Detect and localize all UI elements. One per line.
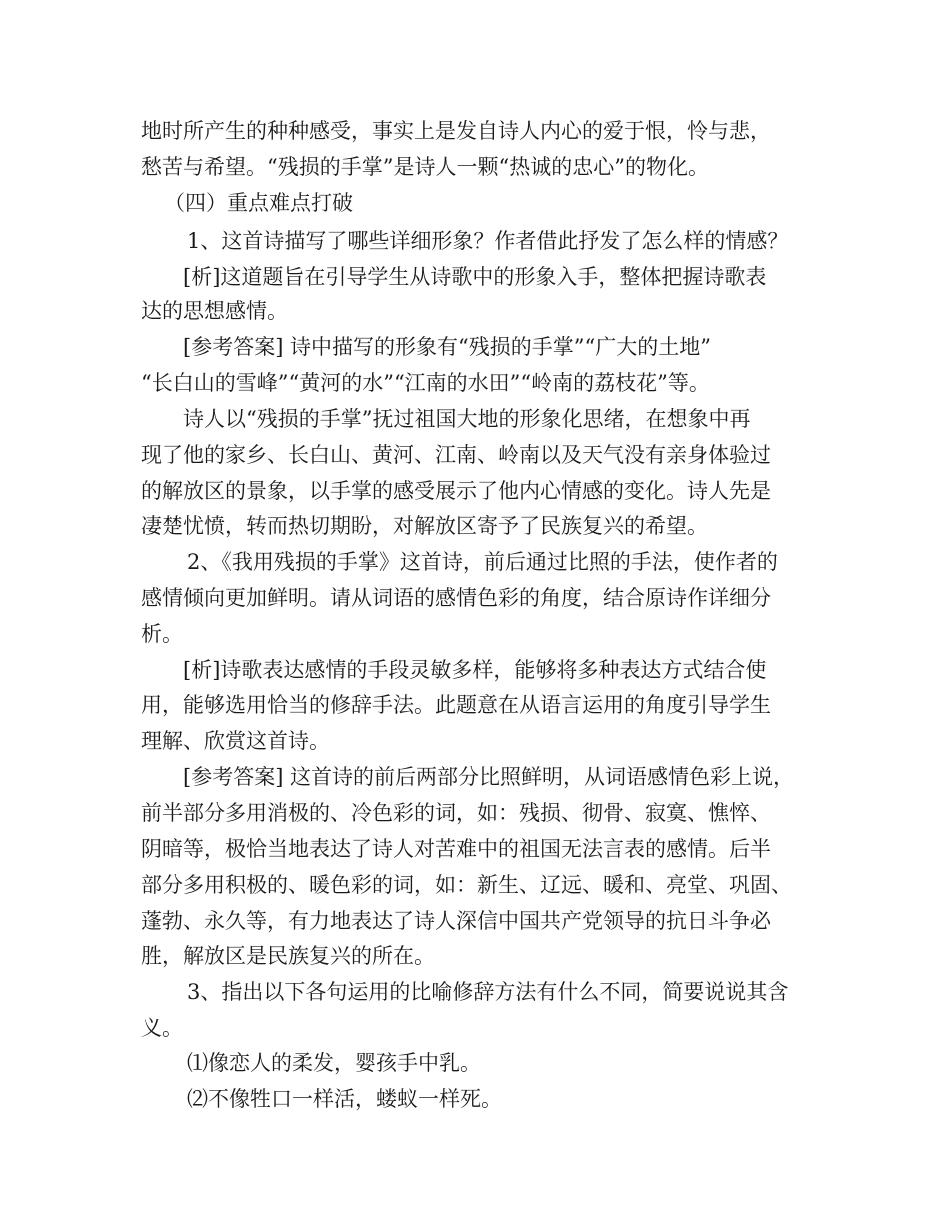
answer-1: [参考答案] 诗中描写的形象有“残损的手掌”“广大的土地” <box>183 335 712 359</box>
text-line-21: 阴暗等，极恰当地表达了诗人对苦难中的祖国无法言表的感情。后半 <box>141 837 771 861</box>
text-line-15: 析。 <box>141 622 183 646</box>
text-line-14: 感情倾向更加鲜明。请从词语的感情色彩的角度，结合原诗作详细分 <box>141 586 771 610</box>
example-2: ⑵不像牲口一样活，蝼蚁一样死。 <box>187 1087 502 1111</box>
text-line-26: 义。 <box>141 1016 183 1040</box>
text-line-1: 地时所产生的种种感受，事实上是发自诗人内心的爱于恨，怜与悲， <box>141 119 771 143</box>
text-line-24: 胜，解放区是民族复兴的所在。 <box>141 944 435 968</box>
text-line-18: 理解、欣赏这首诗。 <box>141 729 330 753</box>
analysis-2: [析]诗歌表达感情的手段灵敏多样，能够将多种表达方式结合使 <box>183 658 767 682</box>
text-line-6: 达的思想感情。 <box>141 299 288 323</box>
text-line-2: 愁苦与希望。“残损的手掌”是诗人一颗“热诚的忠心”的物化。 <box>141 155 709 179</box>
text-line-8: “长白山的雪峰”“黄河的水”“江南的水田”“岭南的荔枝花”等。 <box>141 371 710 395</box>
text-line-11: 的解放区的景象，以手掌的感受展示了他内心情感的变化。诗人先是 <box>141 479 771 503</box>
text-line-20: 前半部分多用消极的、冷色彩的词，如：残损、彻骨、寂寞、憔悴、 <box>141 801 771 825</box>
text-line-12: 凄楚忧愤，转而热切期盼，对解放区寄予了民族复兴的希望。 <box>141 514 708 538</box>
analysis-1: [析]这道题旨在引导学生从诗歌中的形象入手，整体把握诗歌表 <box>183 265 767 289</box>
text-line-10: 现了他的家乡、长白山、黄河、江南、岭南以及天气没有亲身体验过 <box>141 443 771 467</box>
text-line-9: 诗人以“残损的手掌”抚过祖国大地的形象化思绪，在想象中再 <box>183 407 751 431</box>
section-heading: （四）重点难点打破 <box>164 191 353 215</box>
text-line-23: 蓬勃、永久等，有力地表达了诗人深信中国共产党领导的抗日斗争必 <box>141 909 771 933</box>
question-2: 2、《我用残损的手掌》这首诗，前后通过比照的手法，使作者的 <box>187 550 778 574</box>
question-1: 1、这首诗描写了哪些详细形象？作者借此抒发了怎么样的情感？ <box>187 229 789 253</box>
text-line-17: 用，能够选用恰当的修辞手法。此题意在从语言运用的角度引导学生 <box>141 693 771 717</box>
text-line-22: 部分多用积极的、暖色彩的词，如：新生、辽远、暖和、亮堂、巩固、 <box>141 873 792 897</box>
example-1: ⑴像恋人的柔发，婴孩手中乳。 <box>187 1051 481 1075</box>
answer-2: [参考答案] 这首诗的前后两部分比照鲜明，从词语感情色彩上说， <box>183 765 795 789</box>
question-3: 3、指出以下各句运用的比喻修辞方法有什么不同，简要说说其含 <box>187 980 789 1004</box>
